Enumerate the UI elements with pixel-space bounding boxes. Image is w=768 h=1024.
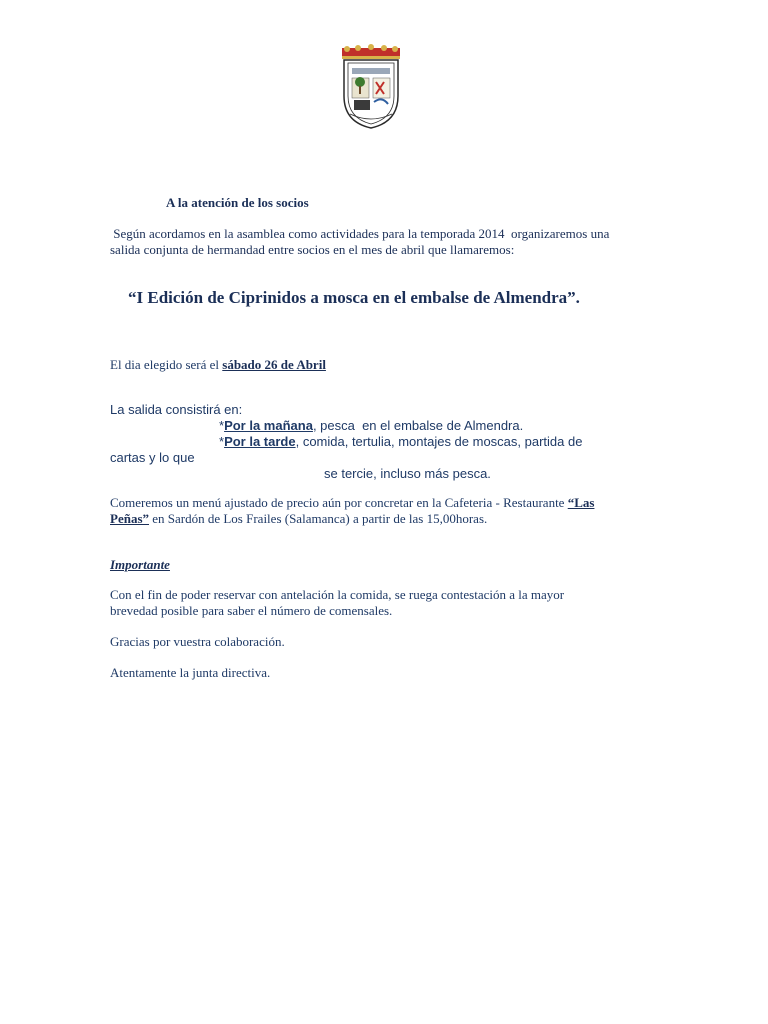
thanks-line: Gracias por vuestra colaboración. bbox=[110, 634, 285, 649]
event-title: “I Edición de Ciprinidos a mosca en el embalse de Almendra”. bbox=[128, 288, 580, 307]
program-intro: La salida consistirá en: bbox=[110, 402, 243, 417]
date-line bbox=[110, 357, 670, 373]
meal-paragraph bbox=[110, 495, 650, 527]
afternoon-text: , comida, tertulia, montajes de moscas, partida de bbox=[295, 434, 583, 449]
bullet: * bbox=[219, 418, 225, 433]
program-afternoon bbox=[110, 434, 670, 450]
important-line: Con el fin de poder reservar con antelación la comida, se ruega contestación a la mayor bbox=[110, 587, 565, 602]
club-crest-icon bbox=[338, 44, 404, 130]
program-morning bbox=[110, 418, 670, 434]
important-label: Importante bbox=[110, 557, 170, 572]
intro-line: salida conjunta de hermandad entre socios en el mes de abril que llamaremos: bbox=[110, 242, 515, 257]
restaurant-name-b: Peñas” bbox=[110, 511, 149, 526]
intro-line: Según acordamos en la asamblea como actividades para la temporada 2014 organizaremos una bbox=[110, 226, 610, 241]
event-date: sábado 26 de Abril bbox=[222, 357, 326, 372]
afternoon-label: Por la tarde bbox=[224, 434, 296, 449]
morning-text: , pesca en el embalse de Almendra. bbox=[312, 418, 524, 433]
meal-text-2: en Sardón de Los Frailes (Salamanca) a partir de las 15,00horas. bbox=[149, 511, 488, 526]
afternoon-continuation-2: se tercie, incluso más pesca. bbox=[324, 466, 491, 481]
restaurant-name-a: “Las bbox=[567, 495, 595, 510]
afternoon-continuation: cartas y lo que bbox=[110, 450, 195, 465]
meal-text-1: Comeremos un menú ajustado de precio aún por concretar en la Cafeteria - Restaurante bbox=[110, 495, 568, 510]
date-prefix: El dia elegido será el bbox=[110, 357, 223, 372]
important-line: brevedad posible para saber el número de comensales. bbox=[110, 603, 393, 618]
program-section bbox=[110, 402, 670, 482]
morning-label: Por la mañana bbox=[224, 418, 313, 433]
heading: A la atención de los socios bbox=[166, 195, 309, 210]
intro-paragraph bbox=[110, 226, 670, 258]
signoff-line: Atentamente la junta directiva. bbox=[110, 665, 271, 680]
bullet: * bbox=[219, 434, 225, 449]
important-paragraph bbox=[110, 587, 670, 619]
